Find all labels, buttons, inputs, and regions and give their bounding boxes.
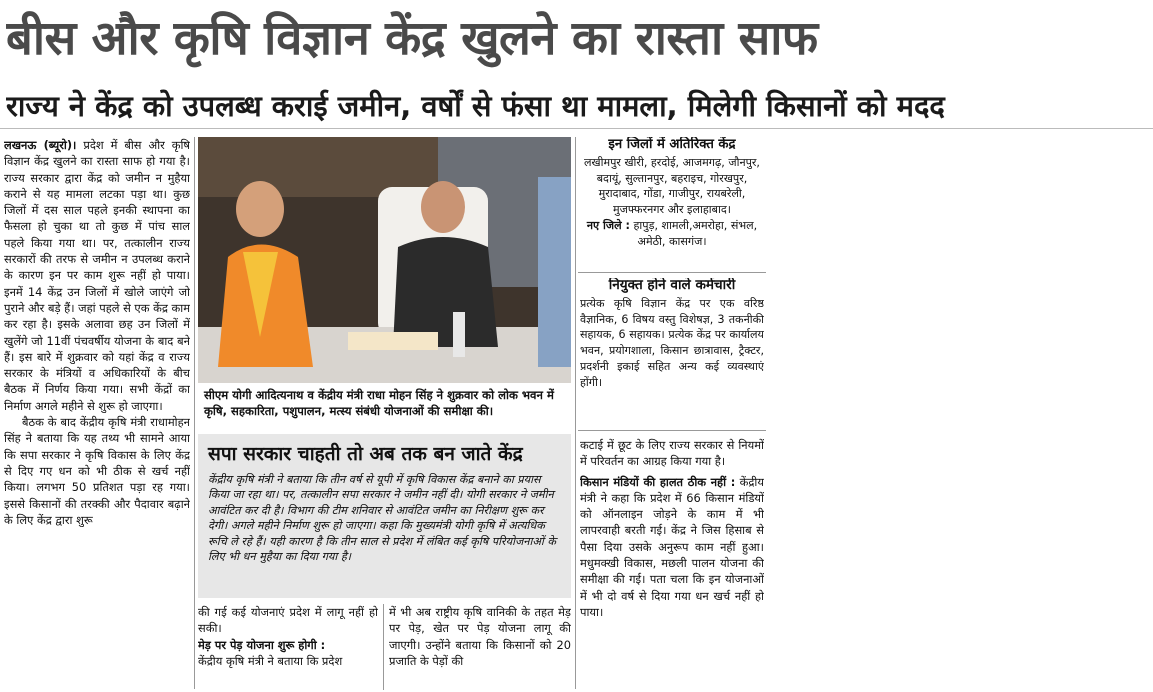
article-column-2 xyxy=(198,604,378,690)
col4-paragraph-1: कटाई में छूट के लिए राज्य सरकार से नियमों में परिवर्तन का आग्रह किया गया है। xyxy=(580,438,764,469)
col1-paragraph-1: प्रदेश में बीस और कृषि विज्ञान केंद्र खुलने का रास्ता साफ हो गया है। राज्य सरकार द्वारा केंद्र को जमीन न मुहैया कराने से यह मामला लटका पड़ा था। कुछ जिलों में दस साल पहले इनकी स्थापना का फैसला हो चुका था तो कुछ में पांच साल पहले किया गया था। पर, तत्कालीन राज्य सरकारों की तरफ से जमीन न उपलब्ध कराने के कारण इन पर काम शुरू नहीं हो पाया। इनमें 14 केंद्र उन जिलों में खोले जाएंगे जो पुराने और बड़े हैं। जहां पहले से एक केंद्र काम कर रहा है। इसके अलावा छह उन जिलों में खुलेंगे जो 11वीं पंचवर्षीय योजना के बाद बने हैं। इस बारे में शुक्रवार को यहां केंद्र व राज्य सरकार के मंत्रियों व अधिकारियों के बीच बैठक में निर्णय किया गया। सभी केंद्रों का निर्माण अगले महीने से शुरू हो जाएगा। xyxy=(4,138,190,413)
staff-body: प्रत्येक कृषि विज्ञान केंद्र पर एक वरिष्ठ वैज्ञानिक, 6 विषय वस्तु विशेषज्ञ, 3 तकनीकी सहायक, 6 सहायक। प्रत्येक केंद्र पर कार्यालय भवन, प्रयोगशाला, किसान छात्रावास, ट्रैक्टर, प्रदर्शनी इकाई सहित अन्य कई व्यवस्थाएं होंगी। xyxy=(580,296,764,389)
subheadline: राज्य ने केंद्र को उपलब्ध कराई जमीन, वर्षों से फंसा था मामला, मिलेगी किसानों को मदद xyxy=(6,89,945,123)
news-photo xyxy=(198,137,571,383)
dateline: लखनऊ (ब्यूरो)। xyxy=(4,138,77,152)
districts-list: लखीमपुर खीरी, हरदोई, आजमगढ़, जौनपुर, बदायूं, सुल्तानपुर, बहराइच, गोरखपुर, मुरादाबाद, गोंडा, गाजीपुर, रायबरेली, मुजफ्फरनगर और इलाहाबाद। xyxy=(584,155,760,217)
column-divider xyxy=(383,604,384,690)
new-districts-label: नए जिले : xyxy=(586,218,630,232)
staff-title: नियुक्त होने वाले कर्मचारी xyxy=(608,278,736,293)
col3-paragraph-1: में भी अब राष्ट्रीय कृषि वानिकी के तहत मेड़ पर पेड़, खेत पर पेड़ योजना लागू की जाएगी। उन्होंने बताया कि किसानों को 20 प्रजाति के पेड़ों की xyxy=(389,605,571,668)
section-divider xyxy=(578,430,766,431)
headline: बीस और कृषि विज्ञान केंद्र खुलने का रास्ता साफ xyxy=(6,11,818,66)
col2-paragraph-2: केंद्रीय कृषि मंत्री ने बताया कि प्रदेश xyxy=(198,653,343,668)
districts-title: इन जिलों में अतिरिक्त केंद्र xyxy=(608,137,736,152)
article-column-4 xyxy=(580,437,764,689)
col2-paragraph-1: की गई कई योजनाएं प्रदेश में लागू नहीं हो सकी। xyxy=(198,605,378,636)
box-body: केंद्रीय कृषि मंत्री ने बताया कि तीन वर्ष से यूपी में कृषि विकास केंद्र बनाने का प्रयास किया जा रहा था। पर, तत्कालीन सपा सरकार ने जमीन नहीं दी। योगी सरकार ने जमीन आवंटित कर दी है। विभाग की टीम शनिवार से आवंटित जमीन का निरीक्षण शुरू कर देगी। अगले महीने निर्माण शुरू हो जाएगा। कहा कि मुख्यमंत्री योगी कृषि में अत्यधिक रूचि ले रहे हैं। यही कारण है कि तीन साल से प्रदेश में लंबित कई कृषि परियोजनाओं के लिए भी धन मुहैया का दिया गया है। xyxy=(208,473,556,564)
header-rule xyxy=(0,128,1153,129)
photo-illustration xyxy=(198,137,571,383)
photo-caption: सीएम योगी आदित्यनाथ व केंद्रीय मंत्री राधा मोहन सिंह ने शुक्रवार को लोक भवन में कृषि, सहकारिता, पशुपालन, मत्स्य संबंधी योजनाओं की समीक्षा की। xyxy=(204,388,554,418)
col1-paragraph-2: बैठक के बाद केंद्रीय कृषि मंत्री राधामोहन सिंह ने बताया कि यह तथ्य भी सामने आया कि सपा सरकार ने कृषि विकास के लिए केंद्र से दिए गए धन को भी ठीक से खर्च नहीं किया। लगभग 50 प्रतिशत पड़ा रह गया। इससे किसानों की तरक्की और पैदावार बढ़ाने के लिए केंद्र द्वारा शुरू xyxy=(4,415,190,527)
col2-subhead: मेड़ पर पेड़ योजना शुरू होगी : xyxy=(198,637,326,652)
column-divider xyxy=(194,137,195,689)
staff-box xyxy=(580,278,764,438)
col4-paragraph-2: केंद्रीय मंत्री ने कहा कि प्रदेश में 66 किसान मंडियों को ऑनलाइन जोड़ने के काम में भी लापरवाही बरती गई। केंद्र ने जिस हिसाब से पैसा दिया उसके अनुरूप काम नहीं हुआ। मधुमक्खी विकास, मछली पालन योजना की समीक्षा की गई। पता चला कि इन योजनाओं में भी दो वर्ष से दिया गया धन खर्च नहीं हो पाया। xyxy=(580,474,764,619)
sidebar-box xyxy=(198,434,571,598)
districts-box xyxy=(580,137,764,281)
col4-subhead: किसान मंडियों की हालत ठीक नहीं : xyxy=(580,474,736,489)
column-divider xyxy=(575,137,576,689)
article-column-1 xyxy=(4,137,190,689)
box-title: सपा सरकार चाहती तो अब तक बन जाते केंद्र xyxy=(208,443,523,465)
new-districts-list: हापुड़, शामली,अमरोहा, संभल, अमेठी, कासगंज। xyxy=(633,218,758,248)
article-column-3 xyxy=(389,604,571,690)
section-divider xyxy=(578,272,766,273)
